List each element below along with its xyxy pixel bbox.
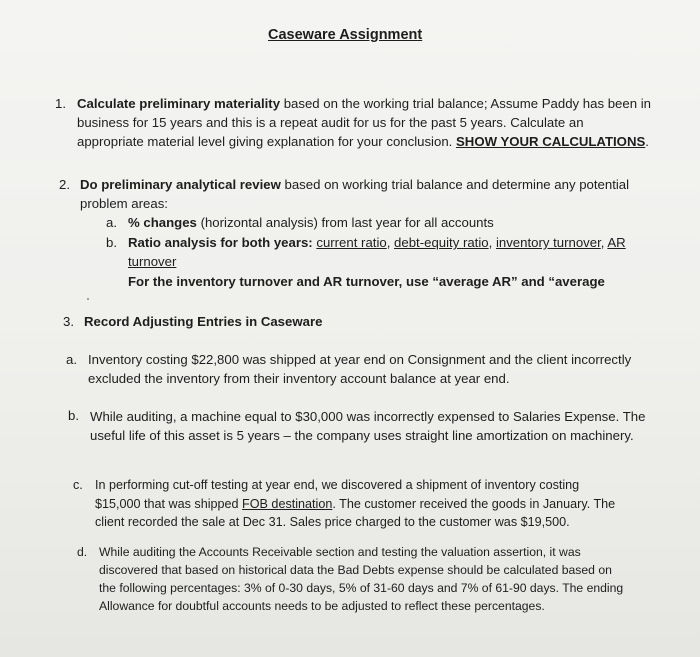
show-calculations: SHOW YOUR CALCULATIONS xyxy=(456,134,646,149)
q3c-line-3: client recorded the sale at Dec 31. Sales price charged to the customer was $19,500. xyxy=(95,515,570,529)
q2b-sep-1: , xyxy=(386,235,395,250)
q3a-line-2: excluded the inventory from their inventory account balance at year end. xyxy=(88,371,510,386)
q2b-text xyxy=(128,233,626,252)
q2b-label: b. xyxy=(106,235,117,250)
q2-line-2: problem areas: xyxy=(80,196,168,211)
q2a-rest: (horizontal analysis) from last year for all accounts xyxy=(196,215,494,230)
page-title: Caseware Assignment xyxy=(268,27,423,43)
q3c-line-1: In performing cut-off testing at year end, we discovered a shipment of inventory costing xyxy=(95,478,580,492)
q3c-line-2-post: . The customer received the goods in January. The xyxy=(332,497,616,511)
q3a-label: a. xyxy=(66,352,77,367)
ar-label: AR xyxy=(607,235,626,250)
q3d-line-2: discovered that based on historical data the Bad Debts expense should be calculated based on xyxy=(99,563,612,577)
q2-line-1 xyxy=(80,175,629,194)
q2b-sep-2: , xyxy=(488,235,496,250)
ar-turnover: turnover xyxy=(128,254,177,269)
fob-destination: FOB destination xyxy=(242,497,333,511)
inventory-turnover: inventory turnover xyxy=(495,235,601,250)
q1-line-2: business for 15 years and this is a repeat audit for us for the past 5 years. Calculate an xyxy=(77,115,584,130)
q3b-line-2: useful life of this asset is 5 years – the company uses straight line amortization on machinery. xyxy=(90,428,634,443)
q2a-label: a. xyxy=(106,215,117,230)
q2b-note xyxy=(128,272,605,291)
q2b-bold: Ratio analysis for both years: xyxy=(128,235,317,250)
q2-bold: Do preliminary analytical review xyxy=(80,177,281,192)
q2b-sep-3: , xyxy=(600,235,608,250)
q3c-line-2 xyxy=(95,495,615,513)
q3d-label: d. xyxy=(77,545,88,559)
q3c-label: c. xyxy=(73,478,83,492)
q3-heading xyxy=(84,312,322,331)
q3b-line-1: While auditing, a machine equal to $30,000 was incorrectly expensed to Salaries Expense. The xyxy=(90,409,646,424)
q1-bold: Calculate preliminary materiality xyxy=(77,96,281,111)
q1-line-1 xyxy=(77,94,651,113)
q3d-line-4: Allowance for doubtful accounts needs to be adjusted to reflect these percentages. xyxy=(99,599,545,613)
q1-number: 1. xyxy=(55,96,66,111)
q2a-text xyxy=(128,213,494,232)
q2-number: 2. xyxy=(59,177,70,192)
q2a-bold: % changes xyxy=(128,215,197,230)
q2b-note-text: For the inventory turnover and AR turnover, use “average AR” and “average xyxy=(128,274,605,289)
q3d-line-3: the following percentages: 3% of 0-30 days, 5% of 31-60 days and 7% of 61-90 days. The ending xyxy=(99,581,624,595)
q2b-line-2 xyxy=(128,252,176,271)
q3c-line-2-pre: $15,000 that was shipped xyxy=(95,497,243,511)
q3d-line-1: While auditing the Accounts Receivable section and testing the valuation assertion, it was xyxy=(99,545,581,559)
q1-line-1-text: based on the working trial balance; Assume Paddy has been in xyxy=(280,96,651,111)
q1-line-3-text: appropriate material level giving explanation for your conclusion. xyxy=(77,134,456,149)
q1-line-3-end: . xyxy=(645,134,649,149)
current-ratio: current ratio xyxy=(316,235,387,250)
q3a-line-1: Inventory costing $22,800 was shipped at year end on Consignment and the client incorrectly xyxy=(88,352,632,367)
q3-heading-text: Record Adjusting Entries in Caseware xyxy=(84,314,323,329)
q3b-label: b. xyxy=(68,408,79,423)
q1-line-3 xyxy=(77,132,649,151)
q2-line-1-text: based on working trial balance and determine any potential xyxy=(280,177,630,192)
q3-number: 3. xyxy=(63,314,74,329)
mark-dot xyxy=(87,298,89,300)
debt-equity-ratio: debt-equity ratio xyxy=(394,235,489,250)
